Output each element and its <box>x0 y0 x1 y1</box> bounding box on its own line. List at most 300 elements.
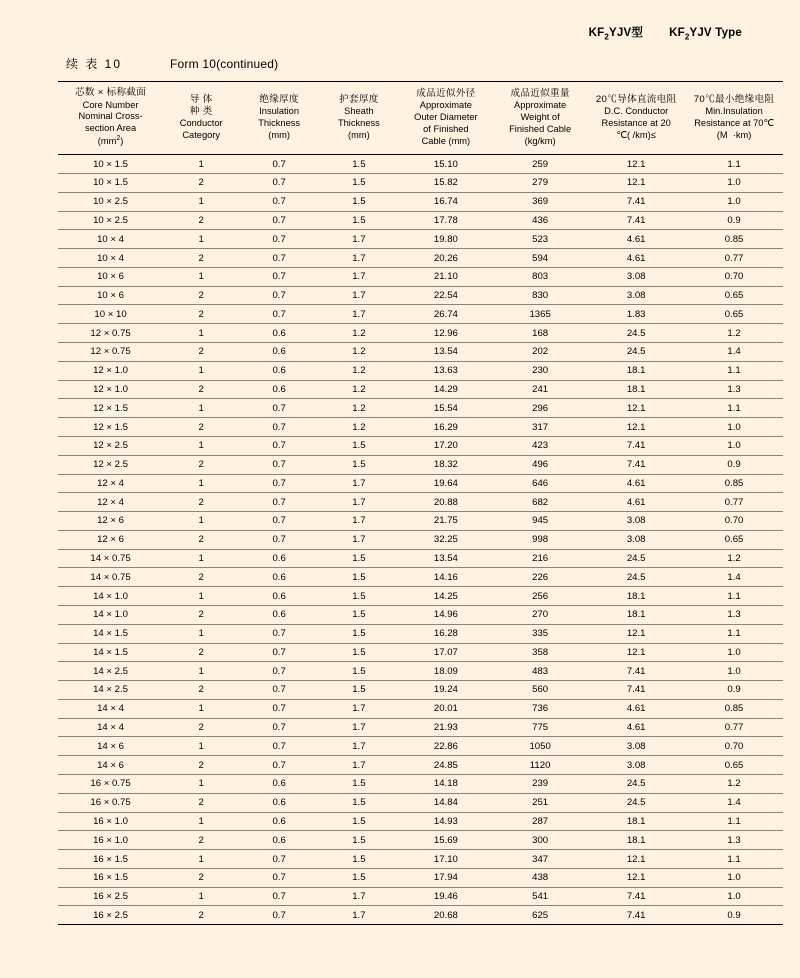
cell-core-number: 14 × 2.5 <box>58 662 163 681</box>
cell-core-number: 10 × 2.5 <box>58 211 163 230</box>
cell-conductor-category: 2 <box>163 868 239 887</box>
cell-conductor-category: 1 <box>163 324 239 343</box>
cell-min-insulation-resistance: 1.0 <box>685 887 783 906</box>
cell-conductor-category: 1 <box>163 775 239 794</box>
cell-core-number: 10 × 2.5 <box>58 192 163 211</box>
cell-outer-diameter: 18.09 <box>399 662 493 681</box>
table-row <box>58 587 783 606</box>
table-row <box>58 718 783 737</box>
cell-core-number: 12 × 0.75 <box>58 324 163 343</box>
cell-weight: 438 <box>493 868 587 887</box>
cell-dc-resistance: 4.61 <box>587 699 685 718</box>
cell-insulation-thickness: 0.7 <box>239 756 319 775</box>
cell-core-number: 12 × 4 <box>58 493 163 512</box>
cell-conductor-category: 2 <box>163 343 239 362</box>
cell-outer-diameter: 13.63 <box>399 361 493 380</box>
cell-core-number: 12 × 0.75 <box>58 343 163 362</box>
table-row <box>58 681 783 700</box>
cell-dc-resistance: 4.61 <box>587 474 685 493</box>
cell-conductor-category: 2 <box>163 493 239 512</box>
cell-outer-diameter: 21.75 <box>399 512 493 531</box>
cell-conductor-category: 2 <box>163 906 239 925</box>
column-header-insulation-thickness-en-1: Insulation <box>259 106 300 117</box>
table-row <box>58 267 783 286</box>
cell-core-number: 14 × 1.5 <box>58 643 163 662</box>
cell-weight: 736 <box>493 699 587 718</box>
table-row <box>58 512 783 531</box>
form-caption-en: Form 10(continued) <box>170 57 279 72</box>
cell-conductor-category: 2 <box>163 305 239 324</box>
cell-core-number: 12 × 1.0 <box>58 380 163 399</box>
column-header-outer-diameter-cn: 成品近似外径 <box>416 87 476 99</box>
cell-dc-resistance: 7.41 <box>587 192 685 211</box>
cell-min-insulation-resistance: 0.9 <box>685 906 783 925</box>
cell-conductor-category: 2 <box>163 568 239 587</box>
cell-core-number: 14 × 1.0 <box>58 605 163 624</box>
cell-min-insulation-resistance: 1.0 <box>685 436 783 455</box>
cell-sheath-thickness: 1.7 <box>319 718 399 737</box>
cell-outer-diameter: 17.78 <box>399 211 493 230</box>
cell-weight: 998 <box>493 530 587 549</box>
cell-insulation-thickness: 0.6 <box>239 605 319 624</box>
cell-insulation-thickness: 0.7 <box>239 230 319 249</box>
cell-insulation-thickness: 0.7 <box>239 643 319 662</box>
cell-weight: 230 <box>493 361 587 380</box>
cell-weight: 1120 <box>493 756 587 775</box>
cell-outer-diameter: 22.54 <box>399 286 493 305</box>
table-row <box>58 436 783 455</box>
cell-core-number: 16 × 1.0 <box>58 812 163 831</box>
column-header-core-number-en-4: $(mm^2)$ <box>97 135 124 147</box>
cell-outer-diameter: 12.96 <box>399 324 493 343</box>
cell-core-number: 14 × 1.5 <box>58 624 163 643</box>
column-header-dc-resistance-cn: 20℃导体直流电阻 <box>595 93 677 105</box>
cell-min-insulation-resistance: 1.1 <box>685 850 783 869</box>
cell-core-number: 16 × 0.75 <box>58 793 163 812</box>
cell-weight: 646 <box>493 474 587 493</box>
cell-core-number: 14 × 0.75 <box>58 549 163 568</box>
cell-dc-resistance: 12.1 <box>587 174 685 193</box>
cell-sheath-thickness: 1.5 <box>319 192 399 211</box>
cell-outer-diameter: 16.28 <box>399 624 493 643</box>
table-row <box>58 624 783 643</box>
cell-weight: 436 <box>493 211 587 230</box>
cell-sheath-thickness: 1.7 <box>319 737 399 756</box>
cell-insulation-thickness: 0.7 <box>239 737 319 756</box>
cell-conductor-category: 1 <box>163 436 239 455</box>
cell-conductor-category: 2 <box>163 718 239 737</box>
cell-weight: 279 <box>493 174 587 193</box>
cell-outer-diameter: 22.86 <box>399 737 493 756</box>
cell-min-insulation-resistance: 1.0 <box>685 192 783 211</box>
column-header-sheath-thickness-en-1: Sheath <box>344 106 374 117</box>
cell-weight: 803 <box>493 267 587 286</box>
column-header-outer-diameter-en-1: Approximate <box>419 100 472 111</box>
cell-insulation-thickness: 0.7 <box>239 512 319 531</box>
cell-sheath-thickness: 1.5 <box>319 662 399 681</box>
table-row <box>58 793 783 812</box>
cell-weight: 168 <box>493 324 587 343</box>
cell-min-insulation-resistance: 0.70 <box>685 512 783 531</box>
column-header-conductor-category <box>163 82 239 155</box>
cell-outer-diameter: 14.93 <box>399 812 493 831</box>
cell-sheath-thickness: 1.2 <box>319 324 399 343</box>
cell-conductor-category: 2 <box>163 831 239 850</box>
cell-min-insulation-resistance: 0.65 <box>685 530 783 549</box>
cell-core-number: 14 × 4 <box>58 699 163 718</box>
cable-specification-table <box>58 81 783 925</box>
cell-conductor-category: 1 <box>163 812 239 831</box>
cell-insulation-thickness: 0.6 <box>239 568 319 587</box>
cell-min-insulation-resistance: 1.0 <box>685 643 783 662</box>
cell-outer-diameter: 20.68 <box>399 906 493 925</box>
cell-conductor-category: 1 <box>163 230 239 249</box>
cell-min-insulation-resistance: 1.2 <box>685 324 783 343</box>
column-header-sheath-thickness-en-3: (mm) <box>348 129 370 140</box>
cell-weight: 347 <box>493 850 587 869</box>
cell-dc-resistance: 24.5 <box>587 343 685 362</box>
cell-sheath-thickness: 1.5 <box>319 211 399 230</box>
table-row <box>58 399 783 418</box>
cell-sheath-thickness: 1.5 <box>319 436 399 455</box>
cell-insulation-thickness: 0.7 <box>239 249 319 268</box>
column-header-conductor-category-en-2: Category <box>182 130 221 141</box>
cell-sheath-thickness: 1.5 <box>319 174 399 193</box>
column-header-core-number-en-1: Core Number <box>82 99 139 110</box>
cell-weight: 256 <box>493 587 587 606</box>
cell-insulation-thickness: 0.7 <box>239 906 319 925</box>
cell-weight: 496 <box>493 455 587 474</box>
cell-weight: 287 <box>493 812 587 831</box>
column-header-weight-en-4: (kg/km) <box>524 135 556 146</box>
cell-dc-resistance: 4.61 <box>587 249 685 268</box>
cell-min-insulation-resistance: 0.77 <box>685 718 783 737</box>
cell-dc-resistance: 24.5 <box>587 775 685 794</box>
column-header-dc-resistance-en-2: Resistance at 20 <box>601 117 671 128</box>
cell-weight: 682 <box>493 493 587 512</box>
cell-core-number: 16 × 1.0 <box>58 831 163 850</box>
cell-outer-diameter: 14.96 <box>399 605 493 624</box>
cell-weight: 300 <box>493 831 587 850</box>
table-row <box>58 474 783 493</box>
cell-sheath-thickness: 1.7 <box>319 474 399 493</box>
cell-outer-diameter: 21.10 <box>399 267 493 286</box>
table-row <box>58 305 783 324</box>
cell-outer-diameter: 24.85 <box>399 756 493 775</box>
cell-dc-resistance: 24.5 <box>587 549 685 568</box>
cell-sheath-thickness: 1.7 <box>319 249 399 268</box>
cell-outer-diameter: 26.74 <box>399 305 493 324</box>
column-header-min-insulation-resistance <box>685 82 783 155</box>
cell-weight: 335 <box>493 624 587 643</box>
cell-sheath-thickness: 1.7 <box>319 230 399 249</box>
cell-sheath-thickness: 1.7 <box>319 286 399 305</box>
cell-min-insulation-resistance: 1.0 <box>685 662 783 681</box>
cell-conductor-category: 2 <box>163 455 239 474</box>
cell-core-number: 16 × 1.5 <box>58 850 163 869</box>
cell-outer-diameter: 16.29 <box>399 418 493 437</box>
column-header-core-number-en-2: Nominal Cross- <box>78 111 143 122</box>
cell-outer-diameter: 18.32 <box>399 455 493 474</box>
cell-core-number: 12 × 6 <box>58 530 163 549</box>
table-row <box>58 192 783 211</box>
cell-core-number: 14 × 6 <box>58 756 163 775</box>
page-header <box>28 22 772 41</box>
cell-sheath-thickness: 1.2 <box>319 343 399 362</box>
cell-dc-resistance: 4.61 <box>587 230 685 249</box>
cell-weight: 202 <box>493 343 587 362</box>
cell-min-insulation-resistance: 1.1 <box>685 399 783 418</box>
column-header-insulation-thickness-cn: 绝缘厚度 <box>259 93 299 105</box>
table-row <box>58 418 783 437</box>
table-row <box>58 249 783 268</box>
cell-insulation-thickness: 0.6 <box>239 587 319 606</box>
cell-dc-resistance: 12.1 <box>587 868 685 887</box>
cell-conductor-category: 2 <box>163 643 239 662</box>
cell-min-insulation-resistance: 0.65 <box>685 305 783 324</box>
cell-weight: 423 <box>493 436 587 455</box>
cell-dc-resistance: 12.1 <box>587 155 685 174</box>
cell-min-insulation-resistance: 1.3 <box>685 605 783 624</box>
cell-conductor-category: 1 <box>163 587 239 606</box>
cell-core-number: 14 × 2.5 <box>58 681 163 700</box>
cell-conductor-category: 2 <box>163 530 239 549</box>
cell-insulation-thickness: 0.6 <box>239 793 319 812</box>
cell-dc-resistance: 4.61 <box>587 718 685 737</box>
cell-min-insulation-resistance: 1.0 <box>685 868 783 887</box>
page-header-title-cn: $KF_2YJV$型 <box>588 27 644 42</box>
cell-insulation-thickness: 0.7 <box>239 192 319 211</box>
table-row <box>58 906 783 925</box>
cell-sheath-thickness: 1.5 <box>319 812 399 831</box>
cell-core-number: 12 × 2.5 <box>58 436 163 455</box>
table-row <box>58 174 783 193</box>
cell-outer-diameter: 14.25 <box>399 587 493 606</box>
cell-sheath-thickness: 1.5 <box>319 455 399 474</box>
cell-conductor-category: 1 <box>163 155 239 174</box>
cell-sheath-thickness: 1.5 <box>319 155 399 174</box>
cell-min-insulation-resistance: 0.9 <box>685 211 783 230</box>
cell-outer-diameter: 19.46 <box>399 887 493 906</box>
cell-insulation-thickness: 0.7 <box>239 868 319 887</box>
cell-sheath-thickness: 1.7 <box>319 887 399 906</box>
cell-weight: 239 <box>493 775 587 794</box>
column-header-min-insulation-resistance-cn: 70℃最小绝缘电阻 <box>693 93 775 105</box>
cell-sheath-thickness: 1.5 <box>319 850 399 869</box>
table-row <box>58 737 783 756</box>
cell-insulation-thickness: 0.7 <box>239 681 319 700</box>
column-header-insulation-thickness-en-2: Thickness <box>258 117 301 128</box>
table-row <box>58 324 783 343</box>
cell-min-insulation-resistance: 0.9 <box>685 455 783 474</box>
cell-insulation-thickness: 0.7 <box>239 418 319 437</box>
cell-outer-diameter: 15.54 <box>399 399 493 418</box>
cell-dc-resistance: 24.5 <box>587 324 685 343</box>
table-row <box>58 831 783 850</box>
cell-weight: 1365 <box>493 305 587 324</box>
cell-sheath-thickness: 1.7 <box>319 906 399 925</box>
cell-outer-diameter: 20.01 <box>399 699 493 718</box>
cell-dc-resistance: 12.1 <box>587 643 685 662</box>
table-row <box>58 549 783 568</box>
cell-dc-resistance: 24.5 <box>587 568 685 587</box>
cell-weight: 560 <box>493 681 587 700</box>
table-row <box>58 868 783 887</box>
cell-conductor-category: 2 <box>163 174 239 193</box>
cell-core-number: 12 × 2.5 <box>58 455 163 474</box>
cell-conductor-category: 1 <box>163 192 239 211</box>
cell-outer-diameter: 15.10 <box>399 155 493 174</box>
cell-dc-resistance: 7.41 <box>587 662 685 681</box>
cell-insulation-thickness: 0.7 <box>239 530 319 549</box>
cell-sheath-thickness: 1.5 <box>319 868 399 887</box>
cell-core-number: 14 × 0.75 <box>58 568 163 587</box>
cell-core-number: 10 × 10 <box>58 305 163 324</box>
cell-insulation-thickness: 0.7 <box>239 699 319 718</box>
cell-dc-resistance: 18.1 <box>587 812 685 831</box>
cell-sheath-thickness: 1.7 <box>319 512 399 531</box>
cell-weight: 259 <box>493 155 587 174</box>
cell-dc-resistance: 12.1 <box>587 418 685 437</box>
cell-outer-diameter: 15.69 <box>399 831 493 850</box>
cell-core-number: 16 × 0.75 <box>58 775 163 794</box>
cell-conductor-category: 2 <box>163 793 239 812</box>
cell-min-insulation-resistance: 1.4 <box>685 343 783 362</box>
cell-weight: 594 <box>493 249 587 268</box>
cell-dc-resistance: 7.41 <box>587 436 685 455</box>
cell-sheath-thickness: 1.5 <box>319 793 399 812</box>
cell-dc-resistance: 7.41 <box>587 887 685 906</box>
cell-outer-diameter: 32.25 <box>399 530 493 549</box>
cell-outer-diameter: 13.54 <box>399 343 493 362</box>
cell-weight: 523 <box>493 230 587 249</box>
cell-dc-resistance: 12.1 <box>587 850 685 869</box>
cell-core-number: 16 × 2.5 <box>58 906 163 925</box>
cell-weight: 216 <box>493 549 587 568</box>
cell-sheath-thickness: 1.7 <box>319 530 399 549</box>
cell-min-insulation-resistance: 1.0 <box>685 418 783 437</box>
cell-weight: 296 <box>493 399 587 418</box>
cell-core-number: 12 × 4 <box>58 474 163 493</box>
cell-outer-diameter: 16.74 <box>399 192 493 211</box>
cell-insulation-thickness: 0.7 <box>239 174 319 193</box>
cell-core-number: 14 × 1.0 <box>58 587 163 606</box>
table-row <box>58 361 783 380</box>
cell-insulation-thickness: 0.7 <box>239 474 319 493</box>
cell-conductor-category: 2 <box>163 211 239 230</box>
cell-weight: 483 <box>493 662 587 681</box>
cell-core-number: 12 × 1.5 <box>58 418 163 437</box>
cell-conductor-category: 1 <box>163 361 239 380</box>
cell-min-insulation-resistance: 1.3 <box>685 380 783 399</box>
table-row <box>58 643 783 662</box>
cell-min-insulation-resistance: 1.1 <box>685 812 783 831</box>
cell-insulation-thickness: 0.6 <box>239 549 319 568</box>
cell-min-insulation-resistance: 1.4 <box>685 793 783 812</box>
cell-min-insulation-resistance: 0.70 <box>685 737 783 756</box>
cell-dc-resistance: 24.5 <box>587 793 685 812</box>
cell-weight: 369 <box>493 192 587 211</box>
cell-core-number: 12 × 1.5 <box>58 399 163 418</box>
cell-core-number: 12 × 6 <box>58 512 163 531</box>
cell-sheath-thickness: 1.5 <box>319 568 399 587</box>
cell-insulation-thickness: 0.7 <box>239 305 319 324</box>
cell-min-insulation-resistance: 1.1 <box>685 624 783 643</box>
cell-outer-diameter: 14.84 <box>399 793 493 812</box>
cell-min-insulation-resistance: 1.2 <box>685 549 783 568</box>
cell-dc-resistance: 7.41 <box>587 906 685 925</box>
cell-conductor-category: 1 <box>163 512 239 531</box>
table-row <box>58 756 783 775</box>
column-header-sheath-thickness-cn: 护套厚度 <box>339 93 379 105</box>
cell-min-insulation-resistance: 0.70 <box>685 267 783 286</box>
cell-insulation-thickness: 0.7 <box>239 155 319 174</box>
cell-sheath-thickness: 1.7 <box>319 756 399 775</box>
cell-min-insulation-resistance: 1.4 <box>685 568 783 587</box>
cell-min-insulation-resistance: 0.85 <box>685 474 783 493</box>
cell-dc-resistance: 3.08 <box>587 512 685 531</box>
cell-outer-diameter: 17.10 <box>399 850 493 869</box>
cell-conductor-category: 1 <box>163 267 239 286</box>
cell-dc-resistance: 4.61 <box>587 493 685 512</box>
column-header-insulation-thickness <box>239 82 319 155</box>
cell-min-insulation-resistance: 0.85 <box>685 230 783 249</box>
cell-insulation-thickness: 0.6 <box>239 343 319 362</box>
table-row <box>58 493 783 512</box>
cell-insulation-thickness: 0.7 <box>239 493 319 512</box>
column-header-min-insulation-resistance-en-1: Min.Insulation <box>705 106 763 117</box>
table-row <box>58 155 783 174</box>
cell-dc-resistance: 12.1 <box>587 399 685 418</box>
cell-insulation-thickness: 0.7 <box>239 624 319 643</box>
cell-min-insulation-resistance: 0.65 <box>685 756 783 775</box>
cell-insulation-thickness: 0.6 <box>239 324 319 343</box>
column-header-weight-en-3: Finished Cable <box>509 123 572 134</box>
cell-conductor-category: 1 <box>163 699 239 718</box>
cell-outer-diameter: 20.88 <box>399 493 493 512</box>
cell-insulation-thickness: 0.7 <box>239 718 319 737</box>
cell-sheath-thickness: 1.7 <box>319 493 399 512</box>
cell-min-insulation-resistance: 0.65 <box>685 286 783 305</box>
cell-conductor-category: 2 <box>163 418 239 437</box>
table-row <box>58 230 783 249</box>
cell-insulation-thickness: 0.6 <box>239 812 319 831</box>
cell-dc-resistance: 18.1 <box>587 361 685 380</box>
cell-insulation-thickness: 0.7 <box>239 887 319 906</box>
form-caption-cn: 续 表 10 <box>66 57 123 72</box>
cell-dc-resistance: 3.08 <box>587 286 685 305</box>
column-header-outer-diameter-en-3: of Finished <box>423 123 469 134</box>
cell-conductor-category: 2 <box>163 380 239 399</box>
cell-dc-resistance: 18.1 <box>587 380 685 399</box>
cell-conductor-category: 1 <box>163 624 239 643</box>
cell-core-number: 10 × 4 <box>58 230 163 249</box>
cell-conductor-category: 2 <box>163 286 239 305</box>
cell-outer-diameter: 14.29 <box>399 380 493 399</box>
cell-outer-diameter: 19.80 <box>399 230 493 249</box>
cell-outer-diameter: 17.20 <box>399 436 493 455</box>
cell-sheath-thickness: 1.5 <box>319 681 399 700</box>
cell-core-number: 16 × 1.5 <box>58 868 163 887</box>
cell-weight: 226 <box>493 568 587 587</box>
column-header-min-insulation-resistance-en-2: Resistance at 70℃ <box>694 117 774 128</box>
cell-sheath-thickness: 1.5 <box>319 587 399 606</box>
cell-min-insulation-resistance: 1.1 <box>685 587 783 606</box>
table-head <box>58 82 783 155</box>
column-header-outer-diameter-en-2: Outer Diameter <box>414 112 478 122</box>
table-row <box>58 662 783 681</box>
cell-dc-resistance: 18.1 <box>587 605 685 624</box>
